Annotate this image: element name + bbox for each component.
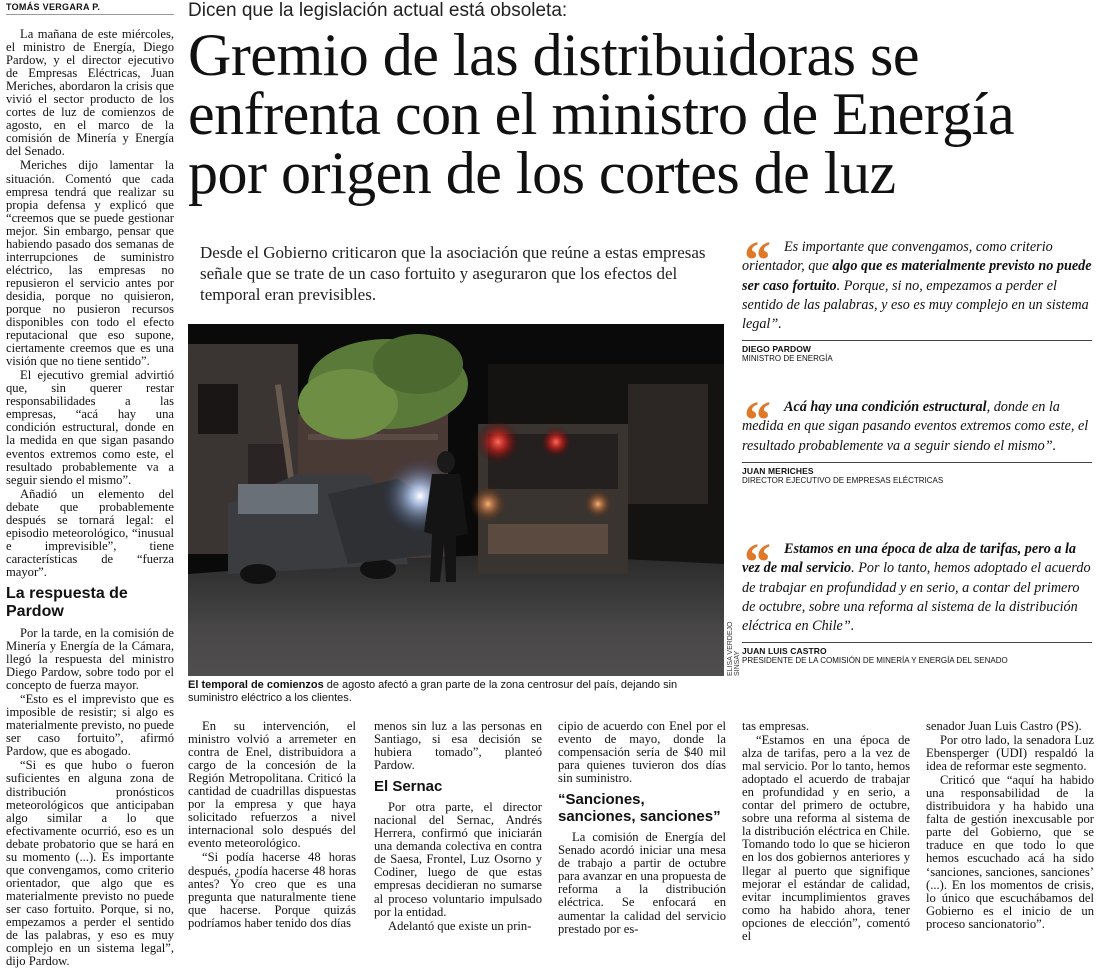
paragraph: “Si podía hacerse 48 horas después, ¿podía hacerse 48 horas antes? Yo creo que es una pregunta que naturalmente tiene que hacerse. Porque quizás podríamos haber tenido dos días [188, 850, 356, 930]
paragraph: La mañana de este miércoles, el ministro de Energía, Diego Pardow, y el director ejecutivo de Empresas Eléctricas, Juan Meriches, abordaron la crisis que vivió el sector producto de los cortes de luz de comienzos de agosto, en el marco de la comisión de Minería y Energía del Senado. [6, 27, 174, 159]
subhead-respuesta: La respuesta de Pardow [6, 584, 128, 620]
paragraph: Por la tarde, en la comisión de Minería y Energía de la Cámara, llegó la respuesta del ministro Diego Pardow, sobre todo por el concepto de fuerza mayor. [6, 625, 174, 693]
quote-text: Es importante que convengamos, como criterio orientador, que algo que es materialmente previsto no puede ser caso fortuito. Porque, si no, empezamos a perder el sentido de las palabras, y eso es muy complejo en un sistema legal”. [742, 239, 1092, 333]
paragraph: cipio de acuerdo con Enel por el evento de mayo, donde la compensación sería de $40 mil para quienes tuvieron dos días sin suministro. [558, 719, 726, 786]
quote-speaker-role: DIRECTOR EJECUTIVO DE EMPRESAS ELÉCTRICAS [742, 475, 944, 485]
paragraph: En su intervención, el ministro volvió a arremeter en contra de Enel, distribuidora a cargo de la concesión de la Región Metropolitana. Criticó la cantidad de cuadrillas dispuestas por la empresa y que haya solicitado refuerzos a nivel internacional solo después del evento meteorológico. [188, 719, 356, 851]
night-street-photo [188, 324, 724, 676]
article-photo [188, 324, 724, 676]
quote-speaker-role: MINISTRO DE ENERGÍA [742, 354, 833, 364]
quote-text: Estamos en una época de alza de tarifas, pero a la vez de mal servicio. Por lo tanto, hemos adoptado el acuerdo de trabajar en profundidad y en serio, a contar del primero de octubre, sobre una reforma al sistema de la distribución eléctrica en Chile”. [742, 541, 1091, 635]
paragraph: senador Juan Luis Castro (PS). [926, 719, 1082, 733]
subhead-sanciones: “Sanciones, sanciones, sanciones” [558, 791, 721, 826]
column-4 [558, 720, 726, 937]
headline: Gremio de las distribuidoras se enfrenta con el ministro de Energía por origen de los cortes de luz [188, 22, 1015, 206]
quote-mark-icon: “ [744, 390, 771, 450]
quote-speaker-role: PRESIDENTE DE LA COMISIÓN DE MINERÍA Y ENERGÍA DEL SENADO [742, 656, 1008, 666]
paragraph: Por otro lado, la senadora Luz Ebensperger (UDI) respaldó la idea de reformar este segmento. [926, 733, 1094, 774]
quote-meriches [742, 390, 1092, 538]
paragraph: Criticó que “aquí ha habido una responsabilidad de la distribuidora y ha habido una falta de gestión inexcusable por parte del Gobierno, que se traduce en que todo lo que hemos escuchado acá ha sido ‘sanciones, sanciones, sanciones’ (...). En los momentos de crisis, lo único que escuchábamos del Gobierno es el inicio de un proceso sancionatorio”. [926, 773, 1094, 931]
paragraph: “Estamos en una época de alza de tarifas, pero a la vez de mal servicio. Por lo tanto, hemos adoptado el acuerdo de trabajar en profundidad y en serio, a contar del primero de octubre, sobre una reforma al sistema de la distribución eléctrica en Chile. Tomando todo lo que se hicieron en los dos gobiernos anteriores y llegar al puerto que signifique mejorar el estándar de calidad, evitar incumplimientos graves como ha habido ahora, tener opciones de elección”, comentó el [742, 733, 910, 943]
paragraph: El ejecutivo gremial advirtió que, sin querer restar responsabilidades a las empresas, “acá hay una condición estructural, donde en la medida en que sigan pasando eventos extremos como este, el resultado probablemente va a seguir siendo el mismo”. [6, 368, 174, 487]
column-3 [374, 720, 542, 934]
byline: TOMÁS VERGARA P. [6, 2, 174, 15]
divider [742, 340, 1092, 341]
caption-text: de agosto afectó a gran parte de la zona centrosur del país, dejando sin suministro eléctrico a los clientes. [188, 679, 678, 704]
column-6 [926, 720, 1094, 932]
quote-speaker: JUAN MERICHES [742, 465, 814, 476]
quote-mark-icon: “ [744, 532, 771, 592]
kicker: Dicen que la legislación actual está obsoleta: [188, 0, 568, 21]
paragraph: tas empresas. [742, 719, 810, 733]
subhead-sernac: El Sernac [374, 778, 443, 796]
photo-caption [188, 679, 724, 705]
quote-speaker: JUAN LUIS CASTRO [742, 646, 827, 657]
caption-lead: El temporal de comienzos [188, 679, 324, 691]
quote-speaker: DIEGO PARDOW [742, 344, 812, 355]
deck: Desde el Gobierno criticaron que la asociación que reúne a estas empresas señale que se trate de un caso fortuito y aseguraron que los efectos del temporal eran previsibles. [200, 243, 706, 304]
quote-mark-icon: “ [744, 230, 771, 290]
quote-castro [742, 532, 1092, 673]
paragraph: menos sin luz a las personas en Santiago, si esa decisión se hubiera tomado”, planteó Pardow. [374, 719, 542, 773]
paragraph: “Si es que hubo o fueron suficientes en alguna zona de distribución pronósticos meteorológicos que anticipaban algo similar a lo que efectivamente ocurrió, eso es un debate probatorio que se hará en su momento (...). Es importante que convengamos, como criterio orientador, que algo que es materialmente previsto no puede ser caso fortuito. Porque, si no, empezamos a perder el sentido de las palabras, y eso es muy complejo en un sistema legal”, dijo Pardow. [6, 758, 174, 969]
quote-pardow [742, 230, 1092, 388]
quote-text: Acá hay una condición estructural, donde en la medida en que sigan pasando eventos extremos como este, el resultado probablemente va a seguir siendo el mismo”. [742, 399, 1089, 454]
divider [742, 642, 1092, 643]
paragraph: Por otra parte, el director nacional del Sernac, Andrés Herrera, confirmó que iniciarán una demanda colectiva en contra de Saesa, Frontel, Luz Osorno y Codiner, luego de que estas empresas decidieran no sumarse al proceso voluntario impulsado por la entidad. [374, 800, 542, 919]
column-2 [188, 720, 356, 931]
paragraph: “Esto es el imprevisto que es imposible de resistir; si algo es materialmente previsto, no puede ser caso fortuito”, afirmó Pardow, que es abogado. [6, 692, 174, 759]
quotes-panel [742, 230, 1092, 673]
paragraph: Añadió un elemento del debate que probablemente después se tornará legal: el episodio meteorológico, “inusual e imprevisible”, tiene características de “fuerza mayor”. [6, 486, 174, 579]
paragraph: Adelantó que existe un prin- [388, 918, 532, 933]
paragraph: La comisión de Energía del Senado acordó iniciar una mesa de trabajo a partir de octubre para avanzar en una propuesta de reforma a la distribución eléctrica. Se enfocará en aumentar la calidad del servicio prestado por es- [558, 830, 726, 936]
column-5 [742, 720, 910, 944]
photo-credit: ELISA VERDEJO SINSAY [727, 621, 741, 676]
divider [742, 462, 1092, 463]
left-column [6, 28, 174, 969]
paragraph: Meriches dijo lamentar la situación. Comentó que cada empresa tendrá que realizar su propia defensa y explicó que “creemos que se puede gestionar mejor. Sin embargo, pensar que habiendo pasado dos semanas de interrupciones de suministro eléctrico, las empresas no repusieron el servicio antes por desidia, porque no quisieron, porque no pusieron recursos disponibles con todo el efecto reputacional que eso supone, ciertamente creemos que es una visión que no tiene sentido”. [6, 158, 174, 369]
